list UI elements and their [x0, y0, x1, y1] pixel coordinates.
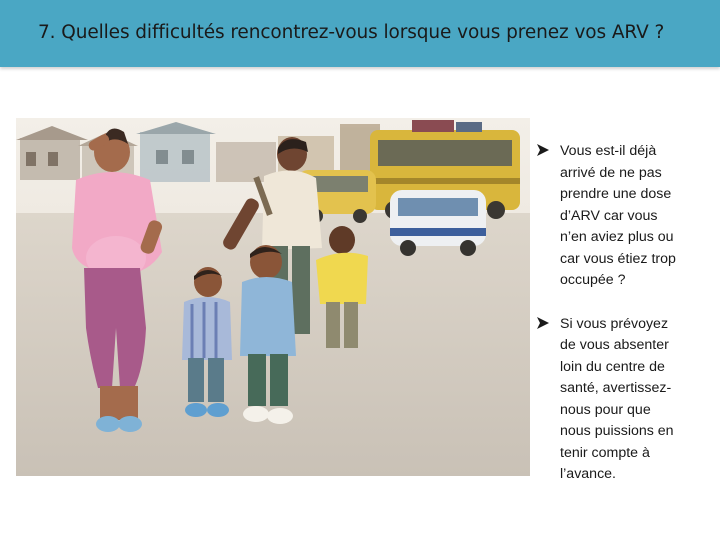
slide-title: 7. Quelles difficultés rencontrez-vous lorsque vous prenez vos ARV ? — [38, 22, 665, 43]
bullet-text: Si vous prévoyez de vous absenter loin du centre de santé, avertissez- nous pour que nous puissions en tenir compte à l’avance. — [560, 315, 674, 482]
bullet-item — [536, 314, 706, 486]
arrow-bullet-icon — [536, 316, 550, 330]
text-panel — [536, 141, 706, 508]
street-scene-illustration — [16, 118, 530, 476]
arrow-bullet-icon — [536, 143, 550, 157]
title-bar — [0, 0, 720, 67]
bullet-text: Vous est-il déjà arrivé de ne pas prendre une dose d’ARV car vous n’en aviez plus ou car vous étiez trop occupée ? — [560, 143, 676, 288]
bullet-item — [536, 141, 706, 292]
